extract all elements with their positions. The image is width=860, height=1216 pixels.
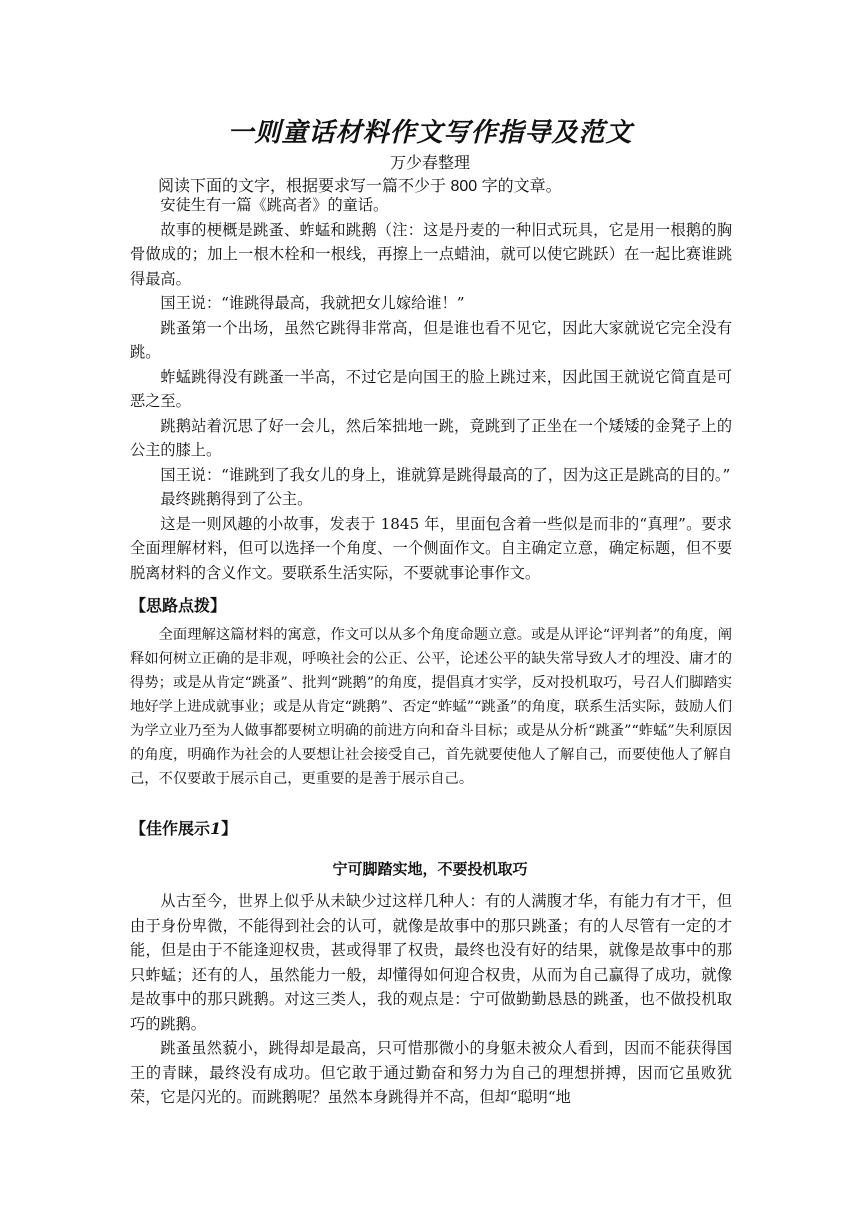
- section-heading-essay: [130, 816, 237, 839]
- instruction-text: 阅读下面的文字，根据要求写一篇不少于 800 字的文章。: [158, 178, 562, 195]
- material-paragraph: 安徒生有一篇《跳高者》的童话。: [160, 196, 389, 214]
- material-paragraph: 国王说：“谁跳得最高，我就把女儿嫁给谁！”: [160, 294, 465, 312]
- material-paragraph: 跳鹅站着沉思了好一会儿，然后笨拙地一跳，竟跳到了正坐在一个矮矮的金凳子上的公主的膝上。: [130, 416, 732, 459]
- essay-paragraph: 从古至今，世界上似乎从未缺少过这样几种人：有的人满腹才华，有能力有才干，但由于身份卑微，不能得到社会的认可，就像是故事中的那只跳蚤；有的人尽管有一定的才能，但是由于不能逢迎权贵，甚或得罪了权贵，最终也没有好的结果，就像是故事中的那只蚱蜢；还有的人，虽然能力一般，却懂得如何迎合权贵，从而为自己赢得了成功，就像是故事中的那只跳鹅。对这三类人，我的观点是：宁可做勤勤恳恳的跳蚤，也不做投机取巧的跳鹅。: [130, 892, 732, 1033]
- essay-body: [130, 889, 732, 1110]
- material-paragraph: 这是一则风趣的小故事，发表于 1845 年，里面包含着一些似是而非的“真理”。要求全面理解材料，但可以选择一个角度、一个侧面作文。自主确定立意，确定标题，但不要脱离材料的含义作文。要联系生活实际，不要就事论事作文。: [130, 514, 732, 582]
- material-paragraph: 最终跳鹅得到了公主。: [160, 490, 313, 508]
- heading-suffix: 】: [221, 819, 238, 838]
- analysis-section: [130, 623, 732, 791]
- essay-title: 宁可脚踏实地，不要投机取巧: [332, 860, 528, 878]
- material-paragraph: 国王说：“谁跳到了我女儿的身上，谁就算是跳得最高的了，因为这正是跳高的目的。”: [160, 465, 731, 484]
- author-line: 万少春整理: [389, 155, 470, 172]
- material-section: [130, 193, 732, 585]
- material-paragraph: 蚱蜢跳得没有跳蚤一半高，不过它是向国王的脸上跳过来，因此国王就说它简直是可恶之至。: [130, 367, 732, 410]
- material-paragraph: 跳蚤第一个出场，虽然它跳得非常高，但是谁也看不见它，因此大家就说它完全没有跳。: [130, 318, 732, 361]
- heading-number: 1: [210, 819, 222, 838]
- document-title: 一则童话材料作文写作指导及范文: [227, 118, 633, 148]
- section-heading-analysis: 【思路点拨】: [130, 596, 227, 615]
- essay-paragraph: 跳蚤虽然藐小，跳得却是最高，只可惜那微小的身躯未被众人看到，因而不能获得国王的青睐，最终没有成功。但它敢于通过勤奋和努力为自己的理想拼搏，因而它虽败犹荣，它是闪光的。而跳鹅呢？虽然本身跳得并不高，但却“聪明“地: [130, 1039, 732, 1106]
- material-paragraph: 故事的梗概是跳蚤、蚱蜢和跳鹅（注：这是丹麦的一种旧式玩具，它是用一根鹅的胸骨做成的；加上一根木栓和一根线，再擦上一点蜡油，就可以使它跳跃）在一起比赛谁跳得最高。: [130, 220, 732, 288]
- heading-prefix: 【佳作展示: [130, 819, 211, 838]
- analysis-paragraph: 全面理解这篇材料的寓意，作文可以从多个角度命题立意。或是从评论“评判者”的角度，阐释如何树立正确的是非观，呼唤社会的公正、公平，论述公平的缺失常导致人才的埋没、庸才的得势；或是从肯定“跳蚤”、批判“跳鹅”的角度，提倡真才实学，反对投机取巧，号召人们脚踏实地好学上进成就事业；或是从肯定“跳鹅”、否定“蚱蜢”“跳蚤”的角度，联系生活实际，鼓励人们为学立业乃至为人做事都要树立明确的前进方向和奋斗目标；或是从分析“跳蚤”“蚱蜢”失利原因的角度，明确作为社会的人要想让社会接受自己，首先就要使他人了解自己，而要使他人了解自己，不仅要敢于展示自己，更重要的是善于展示自己。: [130, 627, 732, 787]
